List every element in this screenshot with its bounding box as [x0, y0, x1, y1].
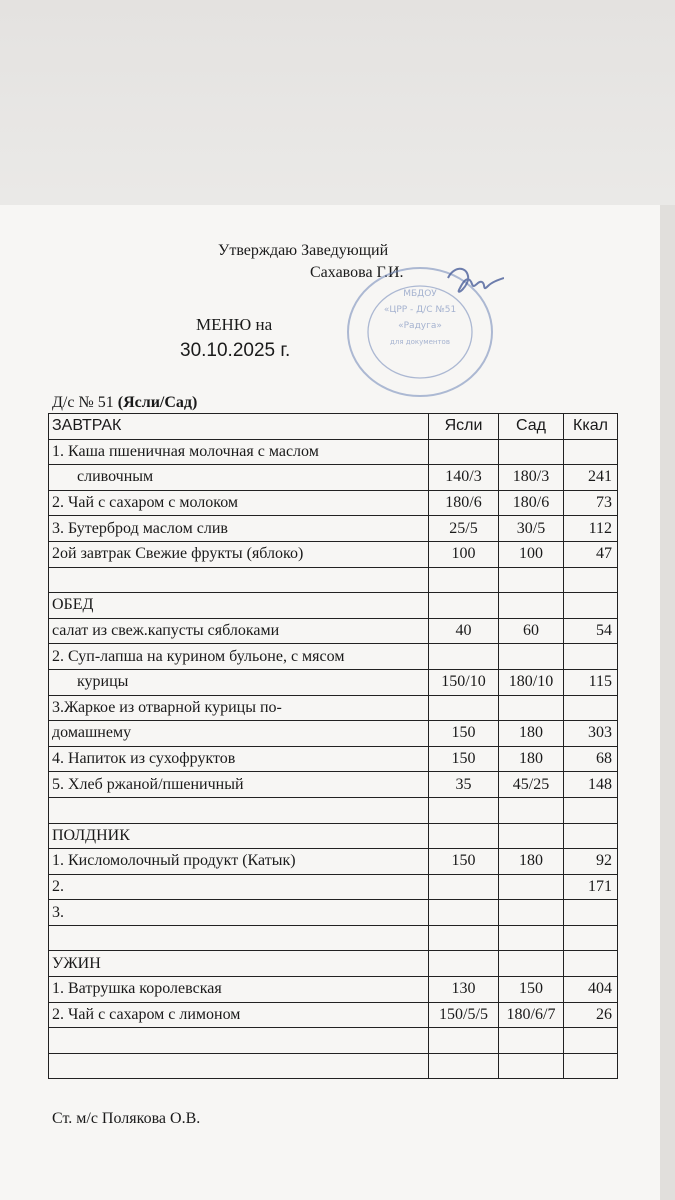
sad-portion-cell	[499, 797, 564, 823]
sad-portion-cell	[499, 567, 564, 593]
dish-name-cell: салат из свеж.капусты сяблоками	[49, 618, 429, 644]
sad-portion-cell	[499, 1028, 564, 1054]
yasli-portion-cell: 100	[429, 541, 499, 567]
yasli-portion-cell: 130	[429, 977, 499, 1003]
table-row	[49, 644, 618, 670]
kcal-cell	[564, 823, 618, 849]
sad-portion-cell	[499, 644, 564, 670]
sad-portion-cell	[499, 874, 564, 900]
table-row	[49, 516, 618, 542]
sad-portion-cell: 150	[499, 977, 564, 1003]
table-row	[49, 1002, 618, 1028]
table-row	[49, 490, 618, 516]
dish-name-cell: 2ой завтрак Свежие фрукты (яблоко)	[49, 541, 429, 567]
yasli-portion-cell	[429, 925, 499, 951]
sad-portion-cell: 60	[499, 618, 564, 644]
sad-portion-cell: 180/3	[499, 465, 564, 491]
sad-portion-cell: 180	[499, 849, 564, 875]
table-row	[49, 1053, 618, 1079]
dish-name-cell: 2. Суп-лапша на курином бульоне, с мясом	[49, 644, 429, 670]
dish-name-cell	[49, 925, 429, 951]
dish-name-cell: ЗАВТРАК	[49, 414, 429, 440]
table-row	[49, 567, 618, 593]
sad-portion-cell: 30/5	[499, 516, 564, 542]
kcal-cell: 404	[564, 977, 618, 1003]
sad-portion-cell	[499, 695, 564, 721]
kcal-cell	[564, 1053, 618, 1079]
yasli-portion-cell	[429, 797, 499, 823]
dish-name-cell	[49, 1053, 429, 1079]
paper-edge	[660, 205, 675, 1200]
dish-name-cell: 3. Бутерброд маслом слив	[49, 516, 429, 542]
table-row	[49, 874, 618, 900]
dish-name-cell: домашнему	[49, 721, 429, 747]
sad-portion-cell	[499, 1053, 564, 1079]
yasli-portion-cell	[429, 1028, 499, 1054]
dish-name-cell: 1. Ватрушка королевская	[49, 977, 429, 1003]
yasli-portion-cell: 150	[429, 746, 499, 772]
kcal-cell	[564, 593, 618, 619]
stamp-line4: для документов	[390, 338, 450, 346]
kcal-cell: 303	[564, 721, 618, 747]
yasli-portion-cell	[429, 695, 499, 721]
kcal-cell: 148	[564, 772, 618, 798]
dish-name-cell: 4. Напиток из сухофруктов	[49, 746, 429, 772]
sad-portion-cell: Сад	[499, 414, 564, 440]
dish-name-cell: 2.	[49, 874, 429, 900]
sad-portion-cell	[499, 951, 564, 977]
sad-portion-cell	[499, 925, 564, 951]
dish-name-cell: 1. Кисломолочный продукт (Катык)	[49, 849, 429, 875]
table-row	[49, 849, 618, 875]
kcal-cell: Ккал	[564, 414, 618, 440]
sad-portion-cell	[499, 900, 564, 926]
kcal-cell	[564, 695, 618, 721]
yasli-portion-cell: 180/6	[429, 490, 499, 516]
yasli-portion-cell: 150/10	[429, 669, 499, 695]
stamp-line1: МБДОУ	[403, 289, 437, 299]
sad-portion-cell: 45/25	[499, 772, 564, 798]
kcal-cell: 112	[564, 516, 618, 542]
kcal-cell	[564, 644, 618, 670]
yasli-portion-cell: 25/5	[429, 516, 499, 542]
dish-name-cell	[49, 1028, 429, 1054]
yasli-portion-cell	[429, 593, 499, 619]
table-row	[49, 721, 618, 747]
yasli-portion-cell: 150	[429, 721, 499, 747]
table-row	[49, 925, 618, 951]
dish-name-cell: 2. Чай с сахаром с лимоном	[49, 1002, 429, 1028]
yasli-portion-cell: 140/3	[429, 465, 499, 491]
dish-name-cell: 1. Каша пшеничная молочная с маслом	[49, 439, 429, 465]
menu-title: МЕНЮ на	[196, 315, 273, 334]
approval-line1: Утверждаю Заведующий	[218, 242, 389, 259]
dish-name-cell: ОБЕД	[49, 593, 429, 619]
yasli-portion-cell	[429, 1053, 499, 1079]
table-row	[49, 746, 618, 772]
sad-portion-cell: 180/10	[499, 669, 564, 695]
yasli-portion-cell	[429, 951, 499, 977]
dish-name-cell: сливочным	[49, 465, 429, 491]
kcal-cell: 47	[564, 541, 618, 567]
kcal-cell	[564, 951, 618, 977]
table-row	[49, 772, 618, 798]
yasli-portion-cell	[429, 567, 499, 593]
dish-name-cell	[49, 567, 429, 593]
table-row	[49, 695, 618, 721]
kcal-cell	[564, 439, 618, 465]
dish-name-cell: курицы	[49, 669, 429, 695]
yasli-portion-cell: 150/5/5	[429, 1002, 499, 1028]
table-row	[49, 823, 618, 849]
kcal-cell: 54	[564, 618, 618, 644]
kcal-cell	[564, 797, 618, 823]
table-row	[49, 900, 618, 926]
kcal-cell	[564, 1028, 618, 1054]
sad-portion-cell: 180/6/7	[499, 1002, 564, 1028]
table-row	[49, 541, 618, 567]
table-row	[49, 439, 618, 465]
kcal-cell: 115	[564, 669, 618, 695]
dish-name-cell: 3.Жаркое из отварной курицы по-	[49, 695, 429, 721]
table-row	[49, 414, 618, 440]
dish-name-cell: 3.	[49, 900, 429, 926]
kcal-cell: 171	[564, 874, 618, 900]
yasli-portion-cell	[429, 644, 499, 670]
yasli-portion-cell	[429, 874, 499, 900]
dish-name-cell: УЖИН	[49, 951, 429, 977]
menu-date: 30.10.2025 г.	[180, 340, 291, 361]
kcal-cell: 73	[564, 490, 618, 516]
yasli-portion-cell: 40	[429, 618, 499, 644]
background-top	[0, 0, 675, 225]
table-row	[49, 977, 618, 1003]
kindergarten-label	[52, 394, 197, 412]
table-row	[49, 593, 618, 619]
sad-portion-cell: 180/6	[499, 490, 564, 516]
table-row	[49, 669, 618, 695]
kcal-cell: 241	[564, 465, 618, 491]
sad-portion-cell	[499, 593, 564, 619]
dish-name-cell: 5. Хлеб ржаной/пшеничный	[49, 772, 429, 798]
sad-portion-cell	[499, 823, 564, 849]
kcal-cell: 68	[564, 746, 618, 772]
yasli-portion-cell	[429, 900, 499, 926]
dish-name-cell: 2. Чай с сахаром с молоком	[49, 490, 429, 516]
signature	[448, 269, 504, 292]
kcal-cell	[564, 925, 618, 951]
yasli-portion-cell: Ясли	[429, 414, 499, 440]
table-row	[49, 618, 618, 644]
stamp-line2: «ЦРР - Д/С №51	[383, 305, 457, 315]
official-stamp	[336, 256, 504, 406]
sad-portion-cell: 100	[499, 541, 564, 567]
kcal-cell	[564, 900, 618, 926]
kindergarten-number: Д/с № 51	[52, 394, 114, 411]
approval-line2: Сахавова Г.И.	[310, 264, 404, 281]
table-row	[49, 1028, 618, 1054]
yasli-portion-cell	[429, 823, 499, 849]
sad-portion-cell: 180	[499, 721, 564, 747]
dish-name-cell	[49, 797, 429, 823]
yasli-portion-cell	[429, 439, 499, 465]
yasli-portion-cell: 35	[429, 772, 499, 798]
kindergarten-group: (Ясли/Сад)	[117, 394, 198, 411]
sad-portion-cell	[499, 439, 564, 465]
kcal-cell: 92	[564, 849, 618, 875]
kcal-cell: 26	[564, 1002, 618, 1028]
dish-name-cell: ПОЛДНИК	[49, 823, 429, 849]
sad-portion-cell: 180	[499, 746, 564, 772]
yasli-portion-cell: 150	[429, 849, 499, 875]
stamp-line3: «Радуга»	[398, 321, 442, 331]
nurse-signature: Ст. м/с Полякова О.В.	[52, 1110, 201, 1127]
table-row	[49, 465, 618, 491]
table-row	[49, 951, 618, 977]
table-row	[49, 797, 618, 823]
menu-table	[48, 413, 618, 1079]
kcal-cell	[564, 567, 618, 593]
